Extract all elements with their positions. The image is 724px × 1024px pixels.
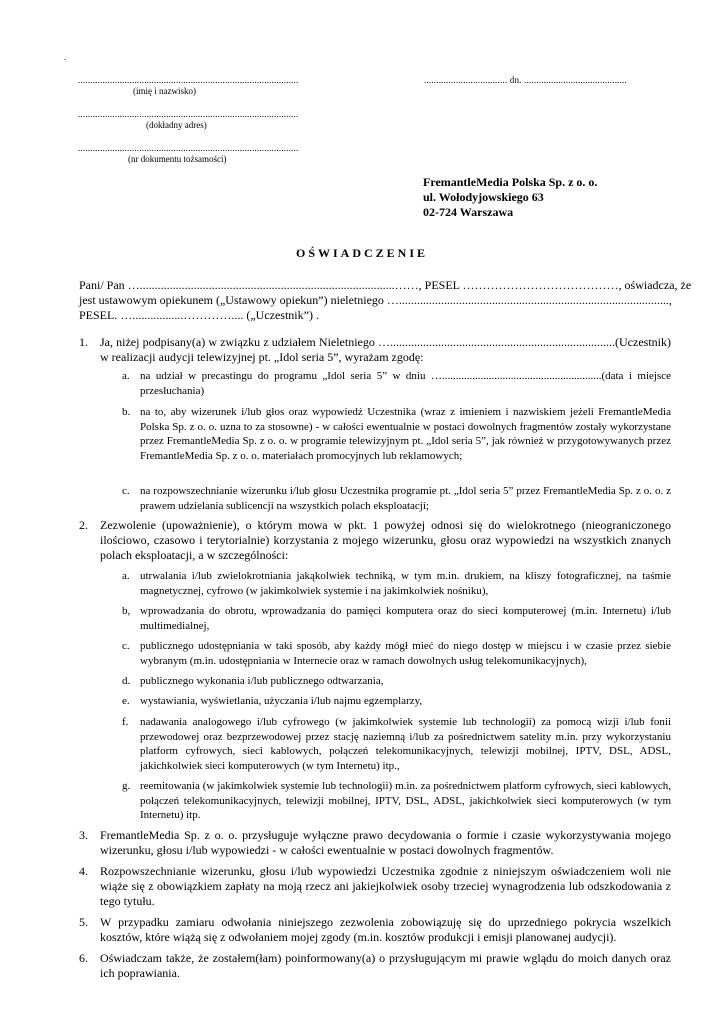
item-2-number: 2.: [79, 518, 88, 532]
document-title: OŚWIADCZENIE: [295, 246, 429, 260]
item-2f-letter: f.: [122, 716, 129, 728]
item-1a-text: na udział w precastingu do programu „Idol seria 5” w dniu …..........................................................(data i miejsce przesłuchania): [140, 370, 671, 397]
item-5-number: 5.: [79, 915, 88, 929]
recipient-line-2: ul. Wołodyjowskiego 63: [423, 190, 544, 204]
id-caption: (nr dokumentu tożsamości): [128, 154, 227, 164]
item-3-number: 3.: [79, 828, 88, 842]
item-6-number: 6.: [79, 951, 88, 965]
address-dots: ..........................................................................................: [78, 109, 299, 119]
intro-line-2: jest ustawowym opiekunem („Ustawowy opiekun”) nieletniego …..........................................................................................,: [79, 293, 672, 307]
name-caption: (imię i nazwisko): [133, 86, 196, 96]
item-1-text: Ja, niżej podpisany(a) w związku z udziałem Nieletniego …...........................................................................(Uczestnik) w realizacji audycji telewizyjnej pt. „Idol seria 5”, wyrażam zgodę:: [100, 335, 671, 364]
date-line: .................................. dn. ..........................................: [424, 75, 627, 85]
item-2e-letter: e.: [122, 695, 130, 707]
intro-paragraph: [79, 278, 692, 323]
intro-line-1: Pani/ Pan ….....................................................................................……, PESEL …………………………………, oświadcza, że: [79, 278, 692, 292]
item-2f-text: nadawania analogowego i/lub cyfrowego (w jakimkolwiek systemie lub technologii) za pomocą wizji i/lub fonii przewodowej oraz bezprzewodowej przez stację naziemną i/lub za pośrednictwem satelity m.in. przy wykorzystaniu platform cyfrowych, sieci kablowych, połączeń telekomunikacyjnych, telewizji mobilnej, IPTV, DSL, ADSL, jakichkolwiek sieci komputerowych (w tym Internetu) itp.,: [140, 716, 671, 772]
item-2c-text: publicznego udostępniania w taki sposób, aby każdy mógł mieć do niego dostęp w miejscu i w czasie przez siebie wybranym (m.in. udostępniania w Internecie oraz w ramach dowolnych usług telekomunikacyjnych),: [140, 640, 671, 667]
item-2-text: Zezwolenie (upoważnienie), o którym mowa w pkt. 1 powyżej odnosi się do wielokrotnego (nieograniczonego ilościowo, czasowo i terytorialnie) korzystania z mojego wizerunku, głosu oraz wypowiedzi na wszystkich znanych polach eksploatacji, a w szczególności:: [100, 518, 671, 562]
item-2a-text: utrwalania i/lub zwielokrotniania jakąkolwiek techniką, w tym m.in. drukiem, na kliszy fotograficznej, na taśmie magnetycznej, cyfrowo (w jakimkolwiek systemie i na jakimkolwiek nośniku),: [140, 570, 671, 597]
item-2e-text: wystawiania, wyświetlania, użyczania i/lub najmu egzemplarzy,: [140, 695, 423, 707]
item-1c-letter: c.: [122, 485, 130, 497]
item-2d-letter: d.: [122, 675, 131, 687]
item-1-number: 1.: [79, 335, 88, 349]
item-2a-letter: a.: [122, 570, 130, 582]
id-dots: ..........................................................................................: [78, 143, 299, 153]
item-2c-letter: c.: [122, 640, 130, 652]
recipient-line-3: 02-724 Warszawa: [423, 205, 514, 219]
recipient-line-1: FremantleMedia Polska Sp. z o. o.: [423, 175, 598, 189]
recipient-address: [423, 175, 597, 220]
item-1b-text: na to, aby wizerunek i/lub głos oraz wypowiedź Uczestnika (wraz z imieniem i nazwiskiem jeżeli FremantleMedia Polska Sp. z o. o. uzna to za stosowne) - w całości ewentualnie w postaci dowolnych fragmentów zostały wykorzystane przez FremantleMedia Sp. z o. o. w programie telewizyjnym pt. „Idol seria 5”, jak również w przygotowywanych przez FremantleMedia Sp. z o. o. materiałach promocyjnych lub reklamowych;: [140, 406, 671, 462]
item-6-text: Oświadczam także, że zostałem(łam) poinformowany(a) o przysługującym mi prawie wglądu do moich danych oraz ich poprawiania.: [100, 951, 671, 980]
item-1b-letter: b.: [122, 406, 131, 418]
item-2b-text: wprowadzania do obrotu, wprowadzania do pamięci komputera oraz do sieci komputerowej (m.in. Internetu) i/lub multimedialnej,: [140, 605, 671, 632]
top-mark: .: [64, 52, 67, 62]
item-3-text: FremantleMedia Sp. z o. o. przysługuje wyłączne prawo decydowania o formie i czasie wykorzystywania mojego wizerunku, głosu i/lub wypowiedzi - w całości ewentualnie w postaci dowolnych fragmentów.: [100, 828, 671, 857]
item-2g-text: reemitowania (w jakimkolwiek systemie lub technologii) m.in. za pośrednictwem platform cyfrowych, sieci kablowych, połączeń telekomunikacyjnych, telewizji mobilnej, IPTV, DSL, ADSL, jakichkolwiek sieci komputerowych (w tym Internetu) itp.: [140, 780, 671, 821]
item-4-text: Rozpowszechnianie wizerunku, głosu i/lub wypowiedzi Uczestnika zgodnie z niniejszym oświadczeniem woli nie wiąże się z obowiązkiem zapłaty na moją rzecz ani jakiejkolwiek osoby trzeciej wynagrodzenia lub odszkodowania z tego tytułu.: [100, 864, 671, 908]
item-2g-letter: g.: [122, 780, 131, 792]
item-1c-text: na rozpowszechnianie wizerunku i/lub głosu Uczestnika programie pt. „Idol seria 5” przez FremantleMedia Sp. z o. o. z prawem udzielania sublicencji na wszystkich polach eksploatacji;: [140, 485, 671, 512]
address-caption: (dokładny adres): [146, 120, 207, 130]
item-2b-letter: b,: [122, 605, 131, 617]
item-2d-text: publicznego wykonania i/lub publicznego odtwarzania,: [140, 675, 384, 687]
item-1a-letter: a.: [122, 370, 130, 382]
intro-line-3: PESEL. ….................………….... („Uczestnik”) .: [79, 308, 319, 322]
item-4-number: 4.: [79, 864, 88, 878]
item-5-text: W przypadku zamiaru odwołania niniejszego zezwolenia zobowiązuję się do uprzedniego pokrycia wszelkich kosztów, które wiążą się z odwołaniem mojej zgody (m.in. kosztów produkcji i emisji planowanej audycji).: [100, 915, 671, 944]
name-dots: ..........................................................................................: [78, 75, 299, 85]
